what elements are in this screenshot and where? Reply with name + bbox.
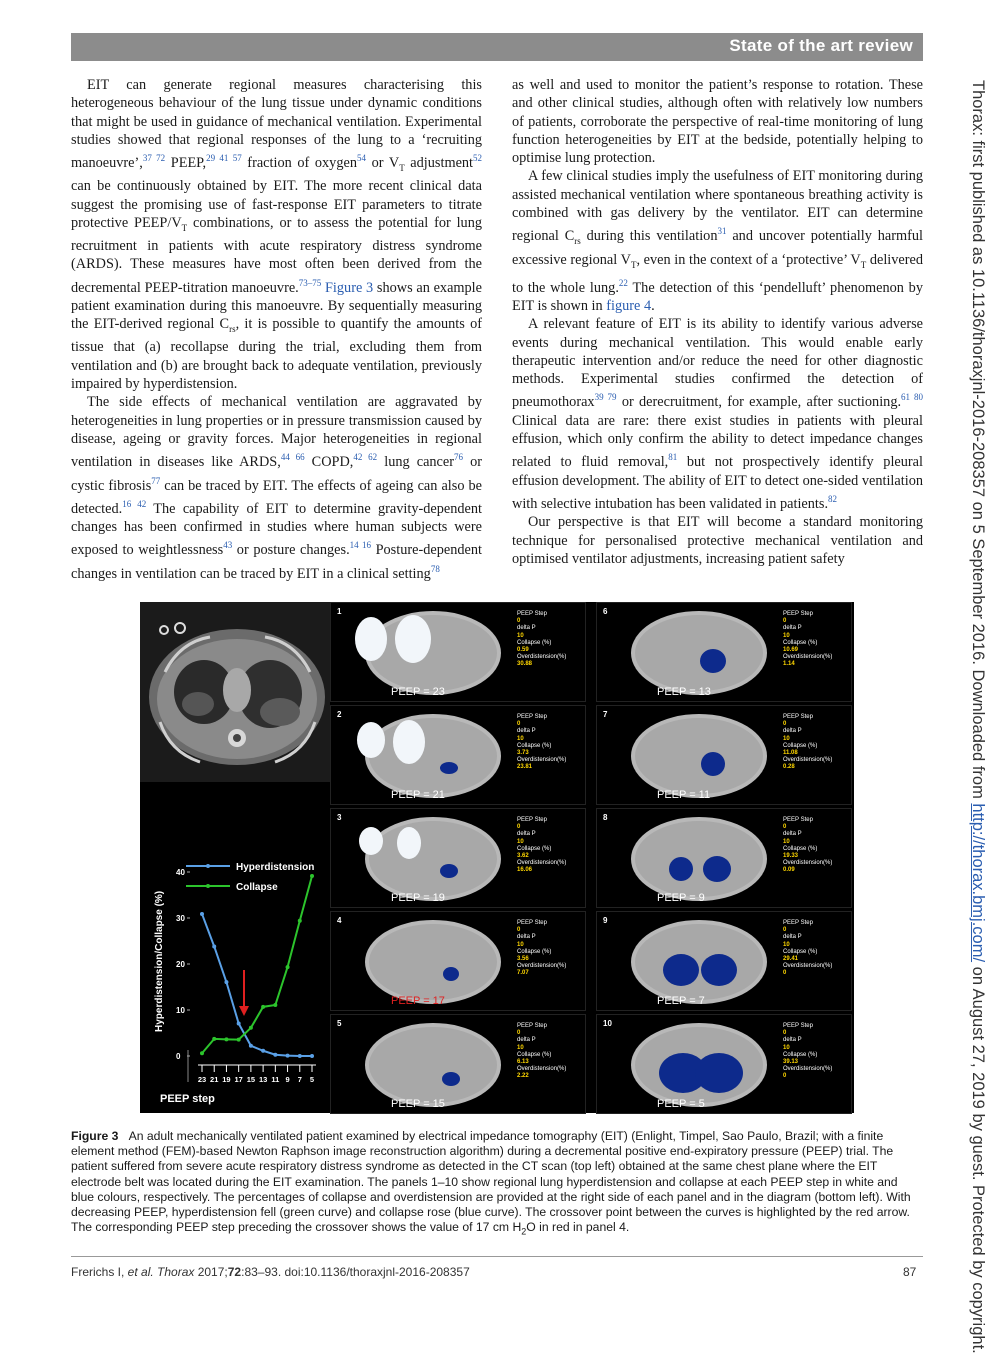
paragraph: EIT can generate regional measures characterising this heterogeneous behaviour of the lung tissue under dynamic conditions that might be used in guidance of mechanical ventilation. Experimental studies showed that regional responses of the lung to a ‘recruiting manoeuvre’,$^{37 72}$ PEEP,$^{29 41 57}$ fraction of oxygen$^{54}$ or $V_T$ adjustment$^{52}$ can be continuously obtained by EIT. The more recent clinical data suggest the promising use of fast-response EIT parameters to titrate protective PEEP/$V_T$ combinations, or to assess the potential for lung recruitment in patients with acute respiratory distress syndrome (ARDS). These measures have most often been derived from the decremental PEEP-titration manoeuvre.$^{73-75}$ Figure 3 shows an example patient examination during this manoeuvre. By sequentially measuring the EIT-derived regional $C_{rs}$, it is possible to quantify the amounts of tissue that (a) recollapse during the trial, excluding them from ventilation and (b) are brought back to adequate ventilation, previously impaired by hyperdistension. (71, 77, 483, 393)
data-point-collapse (310, 874, 314, 878)
legend-marker-hyperdistension (206, 864, 210, 868)
data-point-hyperdistension (298, 1054, 302, 1058)
data-point-hyperdistension (273, 1053, 277, 1057)
collapse-region (440, 762, 458, 774)
crossover-arrow-head (239, 1006, 249, 1016)
y-tick-label: 30 (176, 914, 185, 923)
panel-stats: PEEP Step 0 delta P 10 Collapse (%) 19.33 Overdistension(%) 0.09 (783, 817, 833, 874)
legend-marker-collapse (206, 884, 210, 888)
eit-panel-5 (330, 1014, 586, 1114)
figure-link[interactable]: figure 4 (606, 297, 652, 314)
panel-number: 7 (603, 710, 608, 719)
journal-link[interactable]: http://thorax.bmj.com/ (969, 803, 987, 963)
download-notice (968, 80, 987, 1354)
hyperdistension-region (397, 827, 421, 859)
figure-3 (140, 602, 854, 1113)
collapse-region (663, 954, 699, 986)
x-tick-label: 7 (297, 1075, 302, 1084)
x-axis-label: PEEP step (160, 1093, 215, 1105)
panel-stats: PEEP Step 0 delta P 10 Collapse (%) 39.13 Overdistension(%) 0 (783, 1023, 833, 1080)
citation[interactable]: 54 (356, 153, 366, 164)
panel-peep-label: PEEP = 7 (657, 995, 705, 1007)
panel-number: 6 (603, 607, 608, 616)
citation[interactable]: 37 72 (142, 153, 166, 164)
citation[interactable]: 77 (151, 475, 161, 486)
paragraph: A few clinical studies imply the usefulness of EIT monitoring during assisted mechanical ventilation where spontaneous breathing activity is combined with gas delivery by the ventilator. EIT can determine regional $C_{rs}$ during this ventilation$^{31}$ and uncover potentially harmful excessive regional $V_T$, even in the context of a ‘protective’ $V_T$ delivered to the whole lung.$^{22}$ The detection of this ‘pendelluft’ phenomenon by EIT is shown in figure 4. (512, 168, 924, 314)
data-point-collapse (273, 1003, 277, 1007)
data-point-collapse (212, 1037, 216, 1041)
tick-group (176, 868, 316, 1084)
collapse-region (703, 856, 731, 882)
collapse-region (443, 967, 459, 981)
collapse-region (695, 1053, 743, 1093)
data-point-hyperdistension (261, 1049, 265, 1053)
panel-stats: PEEP Step 0 delta P 10 Collapse (%) 3.56 Overdistension(%) 7.07 (517, 920, 567, 977)
collapse-region (442, 1072, 460, 1086)
data-point-hyperdistension (249, 1044, 253, 1048)
panel-peep-label: PEEP = 5 (657, 1098, 705, 1110)
eit-panel-3 (330, 808, 586, 908)
eit-panel-10 (596, 1014, 852, 1114)
x-tick-label: 17 (234, 1075, 243, 1084)
eit-panel-9 (596, 911, 852, 1011)
series-line-collapse (202, 876, 312, 1053)
citation[interactable]: 43 (223, 540, 233, 551)
paragraph: as well and used to monitor the patient’s response to rotation. These and other clinical studies, although often with relatively low numbers of patients, corroborate the perspective of real-time monitoring of lung function heterogeneities by EIT at the bedside, potentially helping to optimise lung protection. (512, 77, 923, 167)
panel-stats: PEEP Step 0 delta P 10 Collapse (%) 3.73 Overdistension(%) 23.81 (517, 714, 567, 771)
citation[interactable]: 44 66 (280, 452, 305, 463)
download-notice-suffix: on August 27, 2019 by guest. Protected by copyright. (969, 962, 987, 1354)
citation[interactable]: 61 80 (901, 392, 923, 403)
collapse-region (440, 864, 458, 878)
data-point-collapse (237, 1038, 241, 1042)
panel-number: 9 (603, 916, 608, 925)
panel-peep-label: PEEP = 13 (657, 686, 711, 698)
x-tick-label: 21 (210, 1075, 219, 1084)
caption-label: Figure 3 (71, 1129, 119, 1143)
paragraph: A relevant feature of EIT is its ability to identify various adverse events during mechanical ventilation. This would enable early therapeutic intervention and/or reduce the need for other diagnostic methods. Experimental studies confirmed the detection of pneumothorax$^{39 79}$ or derecruitment, for example, after suctioning.$^{61 80}$ Clinical data are rare: there exist studies in patients with pleural effusion, which only confirm the ability to detect impedance changes related to fluid removal,$^{81}$ but not prospectively identify pleural effusion development. The ability of EIT to detect one-sided ventilation with selective intubation has been validated in patients.$^{82}$ (512, 316, 923, 512)
x-tick-label: 5 (309, 1075, 315, 1084)
ct-scan-image (140, 602, 330, 782)
x-tick-label: 9 (285, 1075, 290, 1084)
citation[interactable]: 22 (618, 277, 628, 288)
panel-peep-label: PEEP = 21 (391, 789, 445, 801)
eit-panel-7 (596, 705, 852, 805)
y-tick-label: 10 (176, 1006, 185, 1015)
paragraph: The side effects of mechanical ventilation are aggravated by heterogeneities in lung properties or in pressure transmission caused by disease, ageing or gravity forces. Major heterogeneities in regional ventilation in diseases like ARDS,$^{44 66}$ COPD,$^{42 62}$ lung cancer$^{76}$ or cystic fibrosis$^{77}$ can be traced by EIT. The effects of ageing can also be detected.$^{16 42}$ The capability of EIT to determine gravity-dependent changes has been confirmed in studies where human subjects were exposed to weightlessness$^{43}$ or posture changes.$^{14 16}$ Posture-dependent changes in ventilation can be traced by EIT in a clinical setting$^{78}$ (71, 394, 483, 582)
citation[interactable]: 39 79 (594, 392, 617, 403)
hyperdistension-region (355, 617, 387, 661)
panel-peep-label: PEEP = 11 (657, 789, 711, 801)
collapse-region (701, 752, 725, 776)
citation[interactable]: 31 (717, 226, 727, 237)
panel-stats: PEEP Step 0 delta P 10 Collapse (%) 11.08 Overdistension(%) 0.28 (783, 714, 833, 771)
panel-stats: PEEP Step 0 delta P 10 Collapse (%) 10.69 Overdistension(%) 1.14 (783, 611, 833, 668)
x-tick-label: 19 (222, 1075, 231, 1084)
panel-number: 10 (603, 1019, 612, 1028)
citation[interactable]: 76 (454, 452, 464, 463)
series-group (200, 874, 314, 1058)
data-point-collapse (200, 1051, 204, 1055)
data-point-collapse (261, 1005, 265, 1009)
section-title: State of the art review (729, 36, 913, 55)
panel-number: 4 (337, 916, 342, 925)
hyperdistension-region (393, 720, 425, 764)
citation[interactable]: 52 (473, 153, 483, 164)
collapse-region (700, 649, 726, 673)
right-column (512, 76, 923, 568)
panel-stats: PEEP Step 0 delta P 10 Collapse (%) 0.59 Overdistension(%) 30.88 (517, 611, 567, 668)
collapse-region (701, 954, 737, 986)
citation[interactable]: 73–75 (298, 277, 322, 288)
x-tick-label: 13 (258, 1075, 268, 1084)
citation[interactable]: 81 (668, 452, 678, 463)
citation[interactable]: 14 16 (349, 540, 371, 551)
data-point-hyperdistension (224, 980, 228, 984)
legend-label-hyperdistension: Hyperdistension (236, 862, 315, 873)
footer-rule (71, 1256, 923, 1257)
data-point-collapse (224, 1037, 228, 1041)
panel-peep-label: PEEP = 23 (391, 686, 445, 698)
hyperdistension-region (359, 827, 383, 855)
citation[interactable]: 16 42 (122, 498, 147, 509)
section-header-bar (71, 33, 923, 61)
panel-number: 3 (337, 813, 342, 822)
panel-number: 1 (337, 607, 342, 616)
y-tick-label: 40 (176, 868, 185, 877)
data-point-hyperdistension (200, 912, 204, 916)
download-notice-prefix: Thorax: first published as 10.1136/thoraxjnl-2016-208357 on 5 September 2016. Downloaded from (969, 80, 987, 804)
panel-peep-label: PEEP = 17 (391, 995, 445, 1007)
panel-peep-label: PEEP = 9 (657, 892, 705, 904)
data-point-hyperdistension (310, 1054, 314, 1058)
eit-panel-8 (596, 808, 852, 908)
hyperdistension-region (357, 722, 385, 758)
citation[interactable]: 42 62 (353, 452, 378, 463)
eit-panel-2 (330, 705, 586, 805)
y-tick-label: 20 (176, 960, 185, 969)
panel-number: 5 (337, 1019, 342, 1028)
page-number: 87 (903, 1265, 917, 1279)
ct-scan-drawing (140, 602, 330, 782)
footer-citation: Frerichs I, et al. Thorax 2017;72:83–93. doi:10.1136/thoraxjnl-2016-208357 (71, 1265, 470, 1279)
panel-number: 8 (603, 813, 608, 822)
y-tick-label: 0 (176, 1052, 181, 1061)
paragraph: Our perspective is that EIT will become a standard monitoring technique for personalised protective mechanical ventilation and optimised ventilator adjustments, increasing patient safety (512, 514, 923, 567)
data-point-hyperdistension (286, 1054, 290, 1058)
data-point-collapse (298, 919, 302, 923)
figure-caption: Figure 3 An adult mechanically ventilated patient examined by electrical impedance tomography (EIT) (Enlight, Timpel, Sao Paulo, Brazil; with a finite element method (FEM)-based Newton Raphson image reconstruction algorithm) during a decremental positive end-expiratory pressure (PEEP) trial. The patient suffered from severe acute respiratory distress syndrome as detected in the CT scan (top left) obtained at the same chest plane where the EIT electrode belt was located during the EIT examination. The panels 1–10 show regional lung hyperdistension and collapse at each PEEP step in white and blue colours, respectively. The percentages of collapse and overdistension are provided at the right side of each panel and in the diagram (bottom left). With decreasing PEEP, hyperdistension fell (green curve) and collapse rose (blue curve). The crossover point between the curves is highlighted by the red arrow. The corresponding PEEP step preceding the crossover shows the value of 17 cm $H_2O$ in red in panel 4. (71, 1129, 911, 1237)
figure-link[interactable]: Figure 3 (324, 279, 374, 296)
eit-panel-6 (596, 602, 852, 702)
panel-stats: PEEP Step 0 delta P 10 Collapse (%) 29.41 Overdistension(%) 0 (783, 920, 833, 977)
hyperdistension-collapse-chart (140, 782, 330, 1113)
caption-text: An adult mechanically ventilated patient examined by electrical impedance tomography (EIT) (Enlight, Timpel, Sao Paulo, Brazil; with a finite element method (FEM)-based Newton Raphson image reconstruction algorithm) during a decremental positive end-expiratory pressure (PEEP) trial. The patient suffered from severe acute respiratory distress syndrome as detected in the CT scan (top left) obtained at the same chest plane where the EIT electrode belt was located during the EIT examination. The panels 1–10 show regional lung hyperdistension and collapse at each PEEP step in white and blue colours, respectively. The percentages of collapse and overdistension are provided at the right side of each panel and in the diagram (bottom left). With decreasing PEEP, hyperdistension fell (green curve) and collapse rose (blue curve). The crossover point between the curves is highlighted by the red arrow. The corresponding PEEP step preceding the crossover shows the value of 17 cm H (71, 1129, 911, 1235)
panel-peep-label: PEEP = 19 (391, 892, 445, 904)
citation[interactable]: 82 (828, 493, 838, 504)
hyperdistension-region (395, 615, 431, 663)
left-column (71, 76, 482, 583)
eit-panel-1 (330, 602, 586, 702)
eit-panel-4 (330, 911, 586, 1011)
panel-number: 2 (337, 710, 342, 719)
citation[interactable]: 29 41 57 (206, 153, 242, 164)
x-tick-label: 15 (246, 1075, 256, 1084)
y-axis-label: Hyperdistension/Collapse (%) (154, 890, 165, 1032)
chart-area (140, 782, 330, 1113)
collapse-region (669, 857, 693, 881)
panel-stats: PEEP Step 0 delta P 10 Collapse (%) 6.13 Overdistension(%) 2.22 (517, 1023, 567, 1080)
data-point-collapse (249, 1026, 253, 1030)
citation[interactable]: 78 (430, 563, 440, 574)
data-point-hyperdistension (212, 944, 216, 948)
x-tick-label: 11 (271, 1075, 280, 1084)
panel-peep-label: PEEP = 15 (391, 1098, 445, 1110)
data-point-collapse (286, 965, 290, 969)
panel-stats: PEEP Step 0 delta P 10 Collapse (%) 3.62 Overdistension(%) 16.06 (517, 817, 567, 874)
x-tick-label: 23 (197, 1075, 207, 1084)
legend-label-collapse: Collapse (236, 882, 278, 893)
data-point-hyperdistension (237, 1021, 241, 1025)
